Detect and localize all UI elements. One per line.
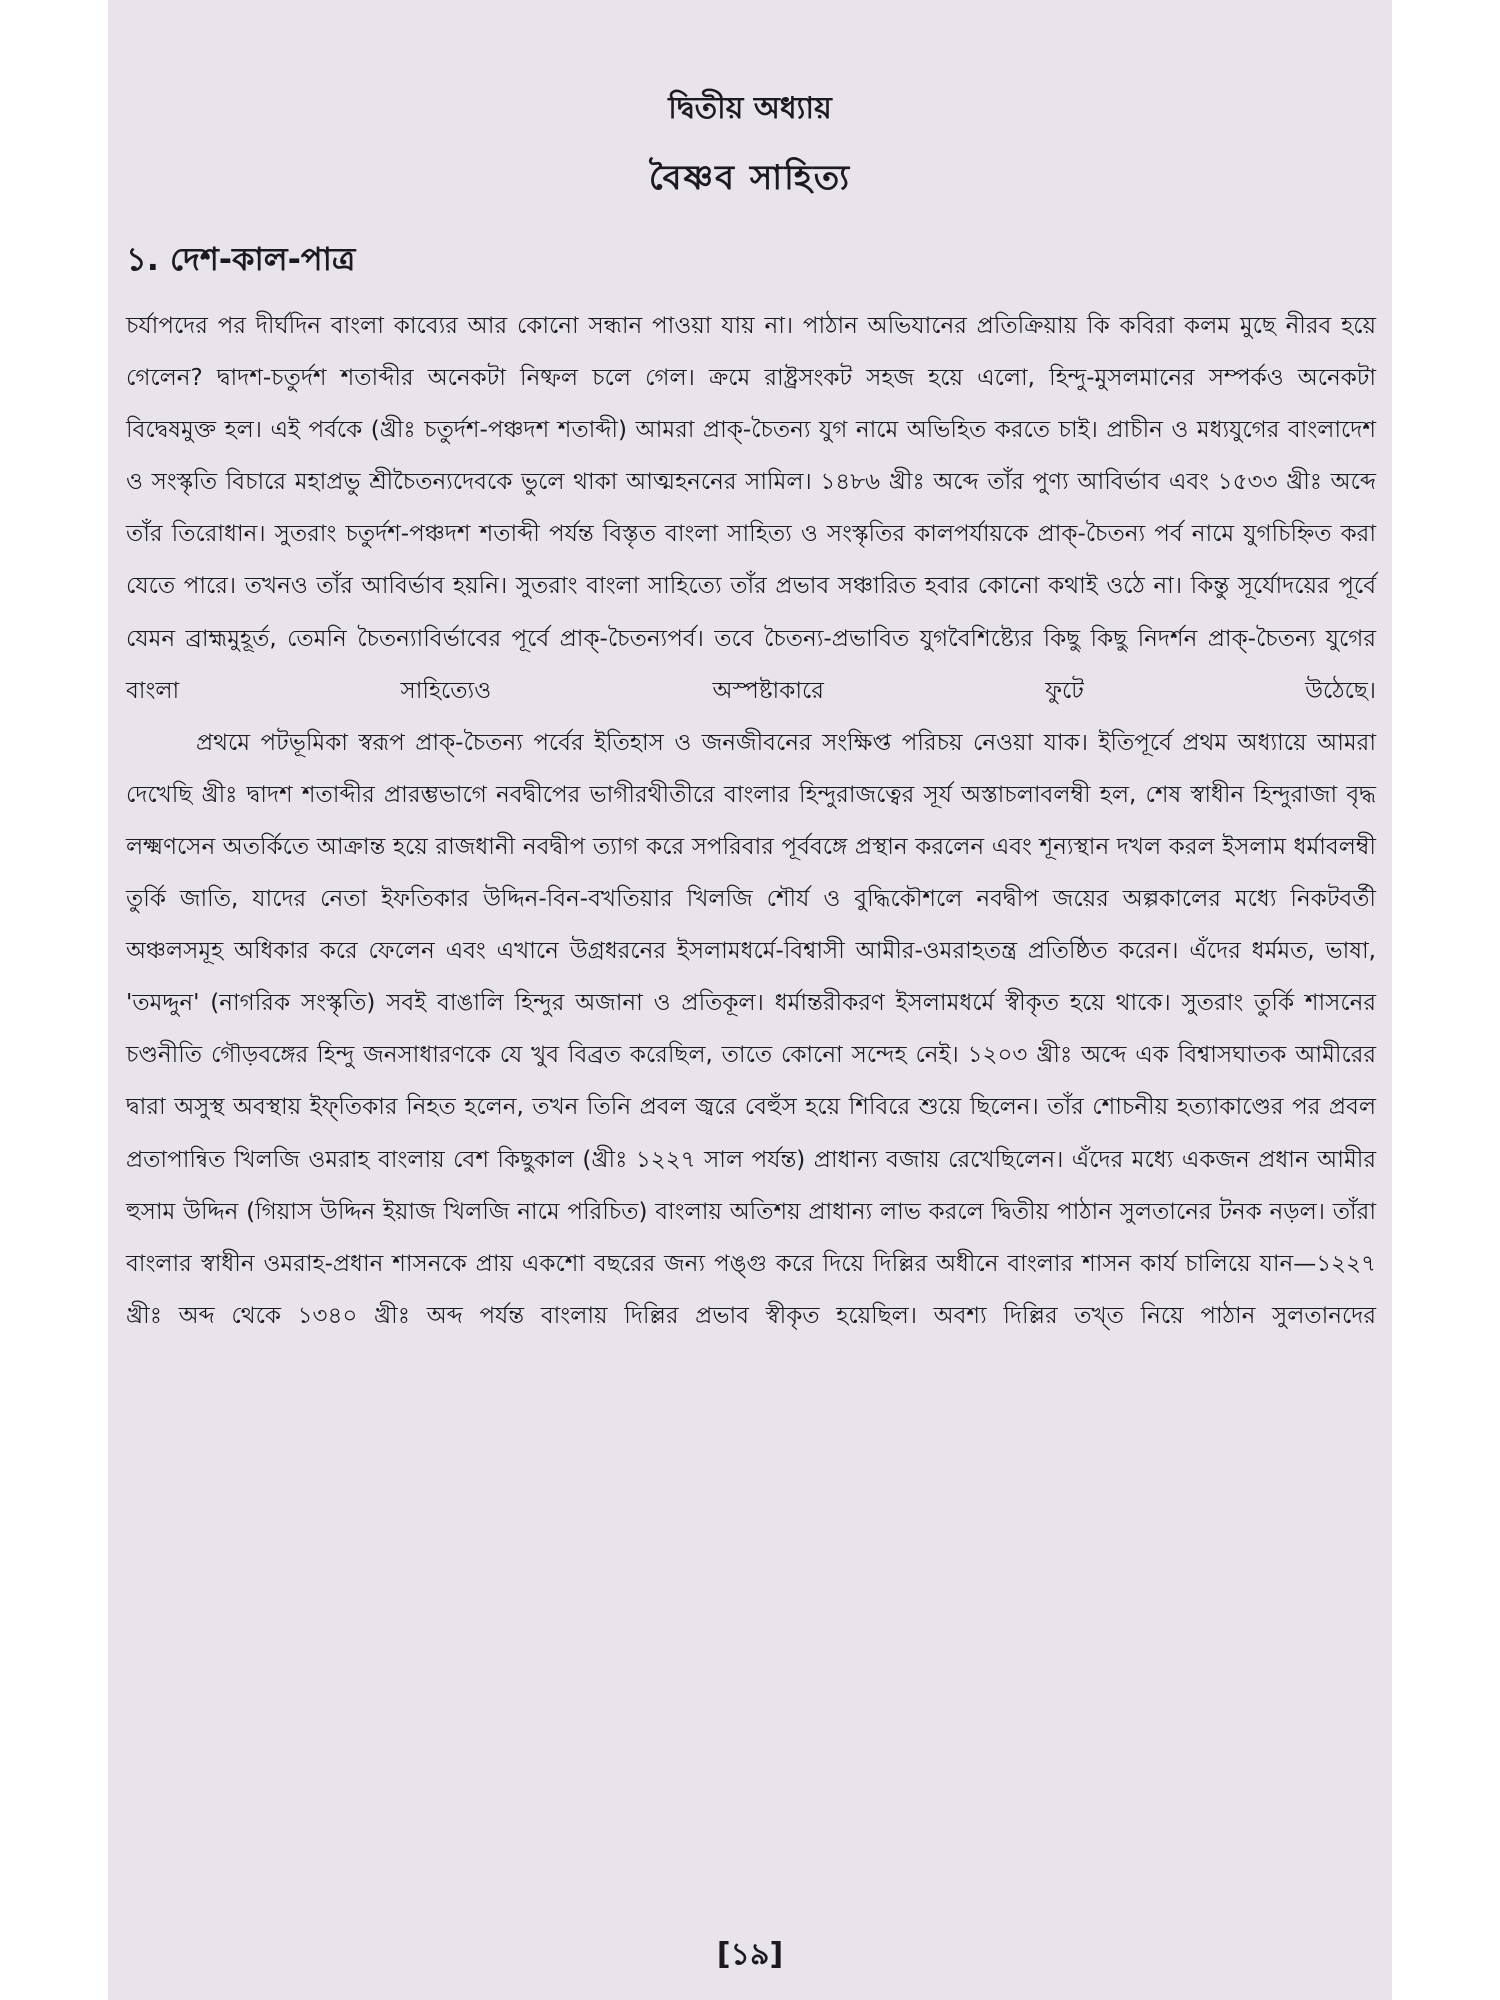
paragraph-2: প্রথমে পটভূমিকা স্বরূপ প্রাক্-চৈতন্য পর্বের ইতিহাস ও জনজীবনের সংক্ষিপ্ত পরিচয় নেওয়া যাক। ইতিপূর্বে প্রথম অধ্যায়ে আমরা দেখেছি খ্রীঃ দ্বাদশ শতাব্দীর প্রারম্ভভাগে নবদ্বীপের ভাগীরথীতীরে বাংলার হিন্দুরাজত্বের সূর্য অস্তাচলাবলম্বী হল, শেষ স্বাধীন হিন্দুরাজা বৃদ্ধ লক্ষ্মণসেন অতর্কিতে আক্রান্ত হয়ে রাজধানী নবদ্বীপ ত্যাগ করে সপরিবার পূর্ববঙ্গে প্রস্থান করলেন এবং শূন্যস্থান দখল করল ইসলাম ধর্মাবলম্বী তুর্কি জাতি, যাদের নেতা ইফতিকার উদ্দিন-বিন-বখতিয়ার খিলজি শৌর্য ও বুদ্ধিকৌশলে নবদ্বীপ জয়ের অল্পকালের মধ্যে নিকটবর্তী অঞ্চলসমূহ অধিকার করে ফেলেন এবং এখানে উগ্রধরনের ইসলামধর্মে-বিশ্বাসী আমীর-ওমরাহতন্ত্র প্রতিষ্ঠিত করেন। এঁদের ধর্মমত, ভাষা, 'তমদ্দুন' (নাগরিক সংস্কৃতি) সবই বাঙালি হিন্দুর অজানা ও প্রতিকূল। ধর্মান্তরীকরণ ইসলামধর্মে স্বীকৃত হয়ে থাকে। সুতরাং তুর্কি শাসনের চণ্ডনীতি গৌড়বঙ্গের হিন্দু জনসাধারণকে যে খুব বিব্রত করেছিল, তাতে কোনো সন্দেহ নেই। ১২০৩ খ্রীঃ অব্দে এক বিশ্বাসঘাতক আমীরের দ্বারা অসুস্থ অবস্থায় ইফ্‌তিকার নিহত হলেন, তখন তিনি প্রবল জ্বরে বেহুঁস হয়ে শিবিরে শুয়ে ছিলেন। তাঁর শোচনীয় হত্যাকাণ্ডের পর প্রবল প্রতাপান্বিত খিলজি ওমরাহ বাংলায় বেশ কিছুকাল (খ্রীঃ ১২২৭ সাল পর্যন্ত) প্রাধান্য বজায় রেখেছিলেন। এঁদের মধ্যে একজন প্রধান আমীর হুসাম উদ্দিন (গিয়াস উদ্দিন ইয়াজ খিলজি নামে পরিচিত) বাংলায় অতিশয় প্রাধান্য লাভ করলে দ্বিতীয় পাঠান সুলতানের টনক নড়ল। তাঁরা বাংলার স্বাধীন ওমরাহ-প্রধান শাসনকে প্রায় একশো বছরের জন্য পঙ্গু করে দিয়ে দিল্লির অধীনে বাংলার শাসন কার্য চালিয়ে যান—১২২৭ খ্রীঃ অব্দ থেকে ১৩৪০ খ্রীঃ অব্দ পর্যন্ত বাংলায় দিল্লির প্রভাব স্বীকৃত হয়েছিল। অবশ্য দিল্লির তখ্‌ত নিয়ে পাঠান সুলতানদের — [126, 729, 1376, 1329]
page-number: [১৯] — [716, 1937, 784, 1972]
body-text — [126, 300, 1376, 1342]
paragraph-1: চর্যাপদের পর দীর্ঘদিন বাংলা কাব্যের আর কোনো সন্ধান পাওয়া যায় না। পাঠান অভিযানের প্রতিক্রিয়ায় কি কবিরা কলম মুছে নীরব হয়ে গেলেন? দ্বাদশ-চতুর্দশ শতাব্দীর অনেকটা নিষ্ফল চলে গেল। ক্রমে রাষ্ট্রসংকট সহজ হয়ে এলো, হিন্দু-মুসলমানের সম্পর্কও অনেকটা বিদ্বেষমুক্ত হল। এই পর্বকে (খ্রীঃ চতুর্দশ-পঞ্চদশ শতাব্দী) আমরা প্রাক্-চৈতন্য যুগ নামে অভিহিত করতে চাই। প্রাচীন ও মধ্যযুগের বাংলাদেশ ও সংস্কৃতি বিচারে মহাপ্রভু শ্রীচৈতন্যদেবকে ভুলে থাকা আত্মহননের সামিল। ১৪৮৬ খ্রীঃ অব্দে তাঁর পুণ্য আবির্ভাব এবং ১৫৩৩ খ্রীঃ অব্দে তাঁর তিরোধান। সুতরাং চতুর্দশ-পঞ্চদশ শতাব্দী পর্যন্ত বিস্তৃত বাংলা সাহিত্য ও সংস্কৃতির কালপর্যায়কে প্রাক্-চৈতন্য পর্ব নামে যুগচিহ্নিত করা যেতে পারে। তখনও তাঁর আবির্ভাব হয়নি। সুতরাং বাংলা সাহিত্যে তাঁর প্রভাব সঞ্চারিত হবার কোনো কথাই ওঠে না। কিন্তু সূর্যোদয়ের পূর্বে যেমন ব্রাহ্মমুহূর্ত, তেমনি চৈতন্যাবির্ভাবের পূর্বে প্রাক্-চৈতন্যপর্ব। তবে চৈতন্য-প্রভাবিত যুগবৈশিষ্ট্যের কিছু কিছু নিদর্শন প্রাক্-চৈতন্য যুগের বাংলা সাহিত্যেও অস্পষ্টাকারে ফুটে উঠেছে। — [126, 313, 1376, 704]
section-heading: ১. দেশ-কাল-পাত্র — [126, 240, 356, 278]
chapter-title: বৈষ্ণব সাহিত্য — [648, 158, 852, 198]
show-through-text-top — [148, 4, 1352, 44]
chapter-heading: দ্বিতীয় অধ্যায় — [668, 91, 832, 126]
book-page — [108, 0, 1392, 2000]
